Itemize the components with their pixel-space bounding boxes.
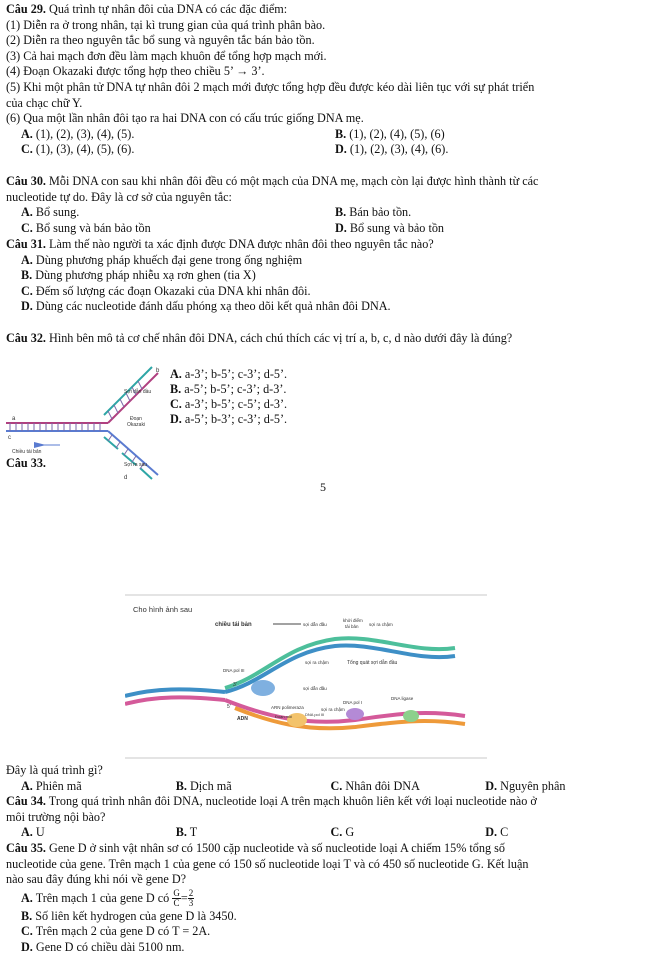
option-b[interactable]: B. Dịch mã bbox=[175, 778, 232, 793]
question-stem: Hình bên mô tả cơ chế nhân đôi DNA, cách chú thích các vị trí a, b, c, d nào dưới đây là đúng? bbox=[49, 331, 513, 345]
question-stem-cont: nucleotide của gene. Trên mạch 1 của gene có 150 số nucleotide loại T và có 450 số nucleotide G. Kết luận bbox=[6, 856, 529, 871]
figure-caption: Cho hình ảnh sau bbox=[133, 605, 193, 614]
question-stem-cont: nucleotide tự do. Đây là cơ sở của nguyên tắc: bbox=[6, 189, 232, 204]
label-origin-2: tái bản bbox=[345, 624, 359, 629]
question-32 bbox=[6, 331, 640, 347]
option-c[interactable]: C. Bổ sung và bán bảo tồn bbox=[21, 220, 151, 235]
question-stem: Trong quá trình nhân đôi DNA, nucleotide loại A trên mạch khuôn liên kết với loại nucleotide nào ở bbox=[48, 794, 537, 808]
label-lagging-a: sợi ra chậm bbox=[305, 660, 329, 665]
fraction-2-3: $\frac{2}{3}$ bbox=[188, 888, 194, 909]
option-c[interactable]: C. a-3’; b-5’; c-5’; d-3’. bbox=[170, 397, 288, 411]
leading-strand-branch bbox=[104, 367, 158, 423]
question-30 bbox=[6, 174, 640, 236]
dna-replication-figure bbox=[125, 592, 487, 760]
label-direction: chiều tái bản bbox=[215, 622, 252, 628]
question-stem-cont-2: nào sau đây đúng khi nói về gene D? bbox=[6, 872, 187, 887]
option-b[interactable]: B. T bbox=[175, 825, 198, 840]
options bbox=[6, 127, 640, 158]
question-33-title: Câu 33. bbox=[6, 456, 46, 470]
label-lagging: Sợi ra sau bbox=[124, 462, 148, 468]
option-d[interactable]: D. (1), (2), (3), (4), (6). bbox=[335, 142, 449, 157]
option-a[interactable]: A. Trên mạch 1 của gene D có $\frac{G}{C}$ = $\frac{2}{3}$ bbox=[21, 888, 194, 909]
label-c: c bbox=[8, 435, 11, 441]
label-follow: sợi ra chậm bbox=[369, 622, 393, 627]
question-stem: Quá trình tự nhân đôi của DNA có các đặc điểm: bbox=[49, 2, 288, 16]
option-d[interactable]: D. Bổ sung và bảo tồn bbox=[335, 220, 445, 235]
options bbox=[6, 205, 640, 236]
option-c[interactable]: C. G bbox=[330, 825, 355, 840]
label-adn: ADN bbox=[237, 716, 248, 722]
option-c[interactable]: C. Nhân đôi DNA bbox=[330, 778, 420, 793]
question-stem: Đây là quá trình gì? bbox=[6, 763, 103, 777]
statement-3: (3) Cả hai mạch đơn đều làm mạch khuôn để tổng hợp mạch mới. bbox=[6, 48, 327, 63]
label-dna-pol-iii: DNA pol III bbox=[223, 668, 245, 673]
parental-dna bbox=[6, 423, 108, 431]
dna-ligase-icon bbox=[403, 710, 419, 722]
label-three-prime: 3' bbox=[233, 682, 237, 688]
option-b[interactable]: B. Số liên kết hydrogen của gene D là 3450. bbox=[21, 908, 237, 923]
label-okazaki-2: Okazaki bbox=[127, 422, 146, 428]
label-direction: Chiều tái bản bbox=[12, 449, 42, 455]
option-c[interactable]: C. Đếm số lượng các đoạn Okazaki của DNA khi nhân đôi. bbox=[21, 283, 311, 298]
option-a[interactable]: A. a-3’; b-5’; c-3’; d-5’. bbox=[170, 367, 288, 381]
statement-1: (1) Diễn ra ở trong nhân, tại kì trung gian của quá trình phân bào. bbox=[6, 17, 326, 32]
statement-4: (4) Đoạn Okazaki được tổng hợp theo chiều 5’ → 3’. bbox=[6, 64, 265, 79]
statement-6: (6) Qua một lần nhân đôi tạo ra hai DNA con có cấu trúc giống DNA mẹ. bbox=[6, 111, 364, 126]
label-leading: sợi dẫn đầu bbox=[303, 622, 327, 627]
label-dna-ligase: DNA ligase bbox=[391, 696, 414, 701]
label-primer: Đoạn mồi bbox=[275, 714, 293, 719]
options bbox=[6, 779, 640, 795]
option-a[interactable]: A. Dùng phương pháp khuếch đại gene trong ống nghiệm bbox=[21, 252, 303, 267]
option-d[interactable]: D. a-5’; b-3’; c-3’; d-5’. bbox=[170, 412, 288, 426]
label-origin-1: khởi điểm bbox=[343, 618, 363, 623]
question-title: Câu 30. bbox=[6, 174, 46, 188]
question-31 bbox=[6, 237, 640, 315]
option-a[interactable]: A. (1), (2), (3), (4), (5). bbox=[21, 126, 135, 141]
question-stem-cont: môi trường nội bào? bbox=[6, 809, 106, 824]
option-a[interactable]: A. Phiên mã bbox=[21, 778, 82, 793]
question-title: Câu 32. bbox=[6, 331, 46, 345]
option-b[interactable]: B. a-5’; b-5’; c-3’; d-3’. bbox=[170, 382, 287, 396]
option-a[interactable]: A. Bổ sung. bbox=[21, 205, 80, 220]
question-title: Câu 29. bbox=[6, 2, 46, 16]
option-d[interactable]: D. Gene D có chiều dài 5100 nm. bbox=[21, 939, 185, 954]
option-b[interactable]: B. Dùng phương pháp nhiễu xạ rơn ghen (tia X) bbox=[21, 268, 256, 283]
question-stem: Gene D ở sinh vật nhân sơ có 1500 cặp nucleotide và số nucleotide loại A chiếm 15% tổng số bbox=[49, 841, 505, 855]
label-b: b bbox=[156, 368, 160, 374]
label-d: d bbox=[124, 475, 128, 481]
lagging-strand-branch bbox=[104, 431, 158, 479]
question-32-options bbox=[170, 367, 287, 427]
option-d[interactable]: D. Dùng các nucleotide đánh dấu phóng xạ theo dõi kết quả nhân đôi DNA. bbox=[21, 299, 391, 314]
label-leading: Sợi dẫn đầu bbox=[124, 389, 152, 395]
question-33 bbox=[6, 763, 640, 794]
option-d[interactable]: D. C bbox=[485, 825, 509, 840]
question-title: Câu 34. bbox=[6, 794, 46, 808]
statement-2: (2) Diễn ra theo nguyên tắc bổ sung và nguyên tắc bán bảo tồn. bbox=[6, 33, 315, 48]
label-five-prime: 5' bbox=[227, 704, 231, 710]
label-dna-pol-iii-b: DNA pol III bbox=[305, 712, 325, 717]
question-title: Câu 35. bbox=[6, 841, 46, 855]
question-title: Câu 31. bbox=[6, 237, 46, 251]
option-b[interactable]: B. Bán bảo tồn. bbox=[335, 205, 412, 220]
question-29 bbox=[6, 2, 640, 158]
option-c[interactable]: C. (1), (3), (4), (5), (6). bbox=[21, 142, 135, 157]
question-34 bbox=[6, 794, 640, 841]
statement-5: (5) Khi một phân tử DNA tự nhân đôi 2 mạch mới được tổng hợp đều được kéo dài liên tục với sự phát triển bbox=[6, 79, 535, 94]
label-a: a bbox=[12, 416, 16, 422]
question-stem: Mỗi DNA con sau khi nhân đôi đều có một mạch của DNA mẹ, mạch còn lại được hình thành từ các bbox=[49, 174, 539, 188]
dna-pol-iii-icon bbox=[251, 680, 275, 696]
option-a[interactable]: A. U bbox=[21, 825, 45, 840]
label-arn-polymerase: ARN polimeraza bbox=[271, 705, 304, 710]
option-c[interactable]: C. Trên mạch 2 của gene D có T = 2A. bbox=[21, 924, 211, 939]
question-35 bbox=[6, 841, 640, 956]
options bbox=[6, 825, 640, 841]
fraction-g-c: $\frac{G}{C}$ bbox=[173, 888, 180, 909]
label-okazaki-1: Đoạn bbox=[130, 416, 142, 422]
question-stem: Làm thế nào người ta xác định được DNA được nhân đôi theo nguyên tắc nào? bbox=[49, 237, 434, 251]
option-b[interactable]: B. (1), (2), (4), (5), (6) bbox=[335, 126, 445, 141]
option-d[interactable]: D. Nguyên phân bbox=[485, 778, 566, 793]
statement-5-cont: của chạc chữ Y. bbox=[6, 95, 83, 110]
page-number: 5 bbox=[320, 480, 326, 494]
dna-pol-i-icon bbox=[346, 708, 364, 720]
label-dna-pol-i: DNA pol I bbox=[343, 700, 363, 705]
label-follow-2: sợi ra chậm bbox=[321, 707, 345, 712]
label-synthesis: Tổng quát sợi dẫn đầu bbox=[347, 660, 398, 666]
label-leading-2: sợi dẫn đầu bbox=[303, 686, 327, 691]
